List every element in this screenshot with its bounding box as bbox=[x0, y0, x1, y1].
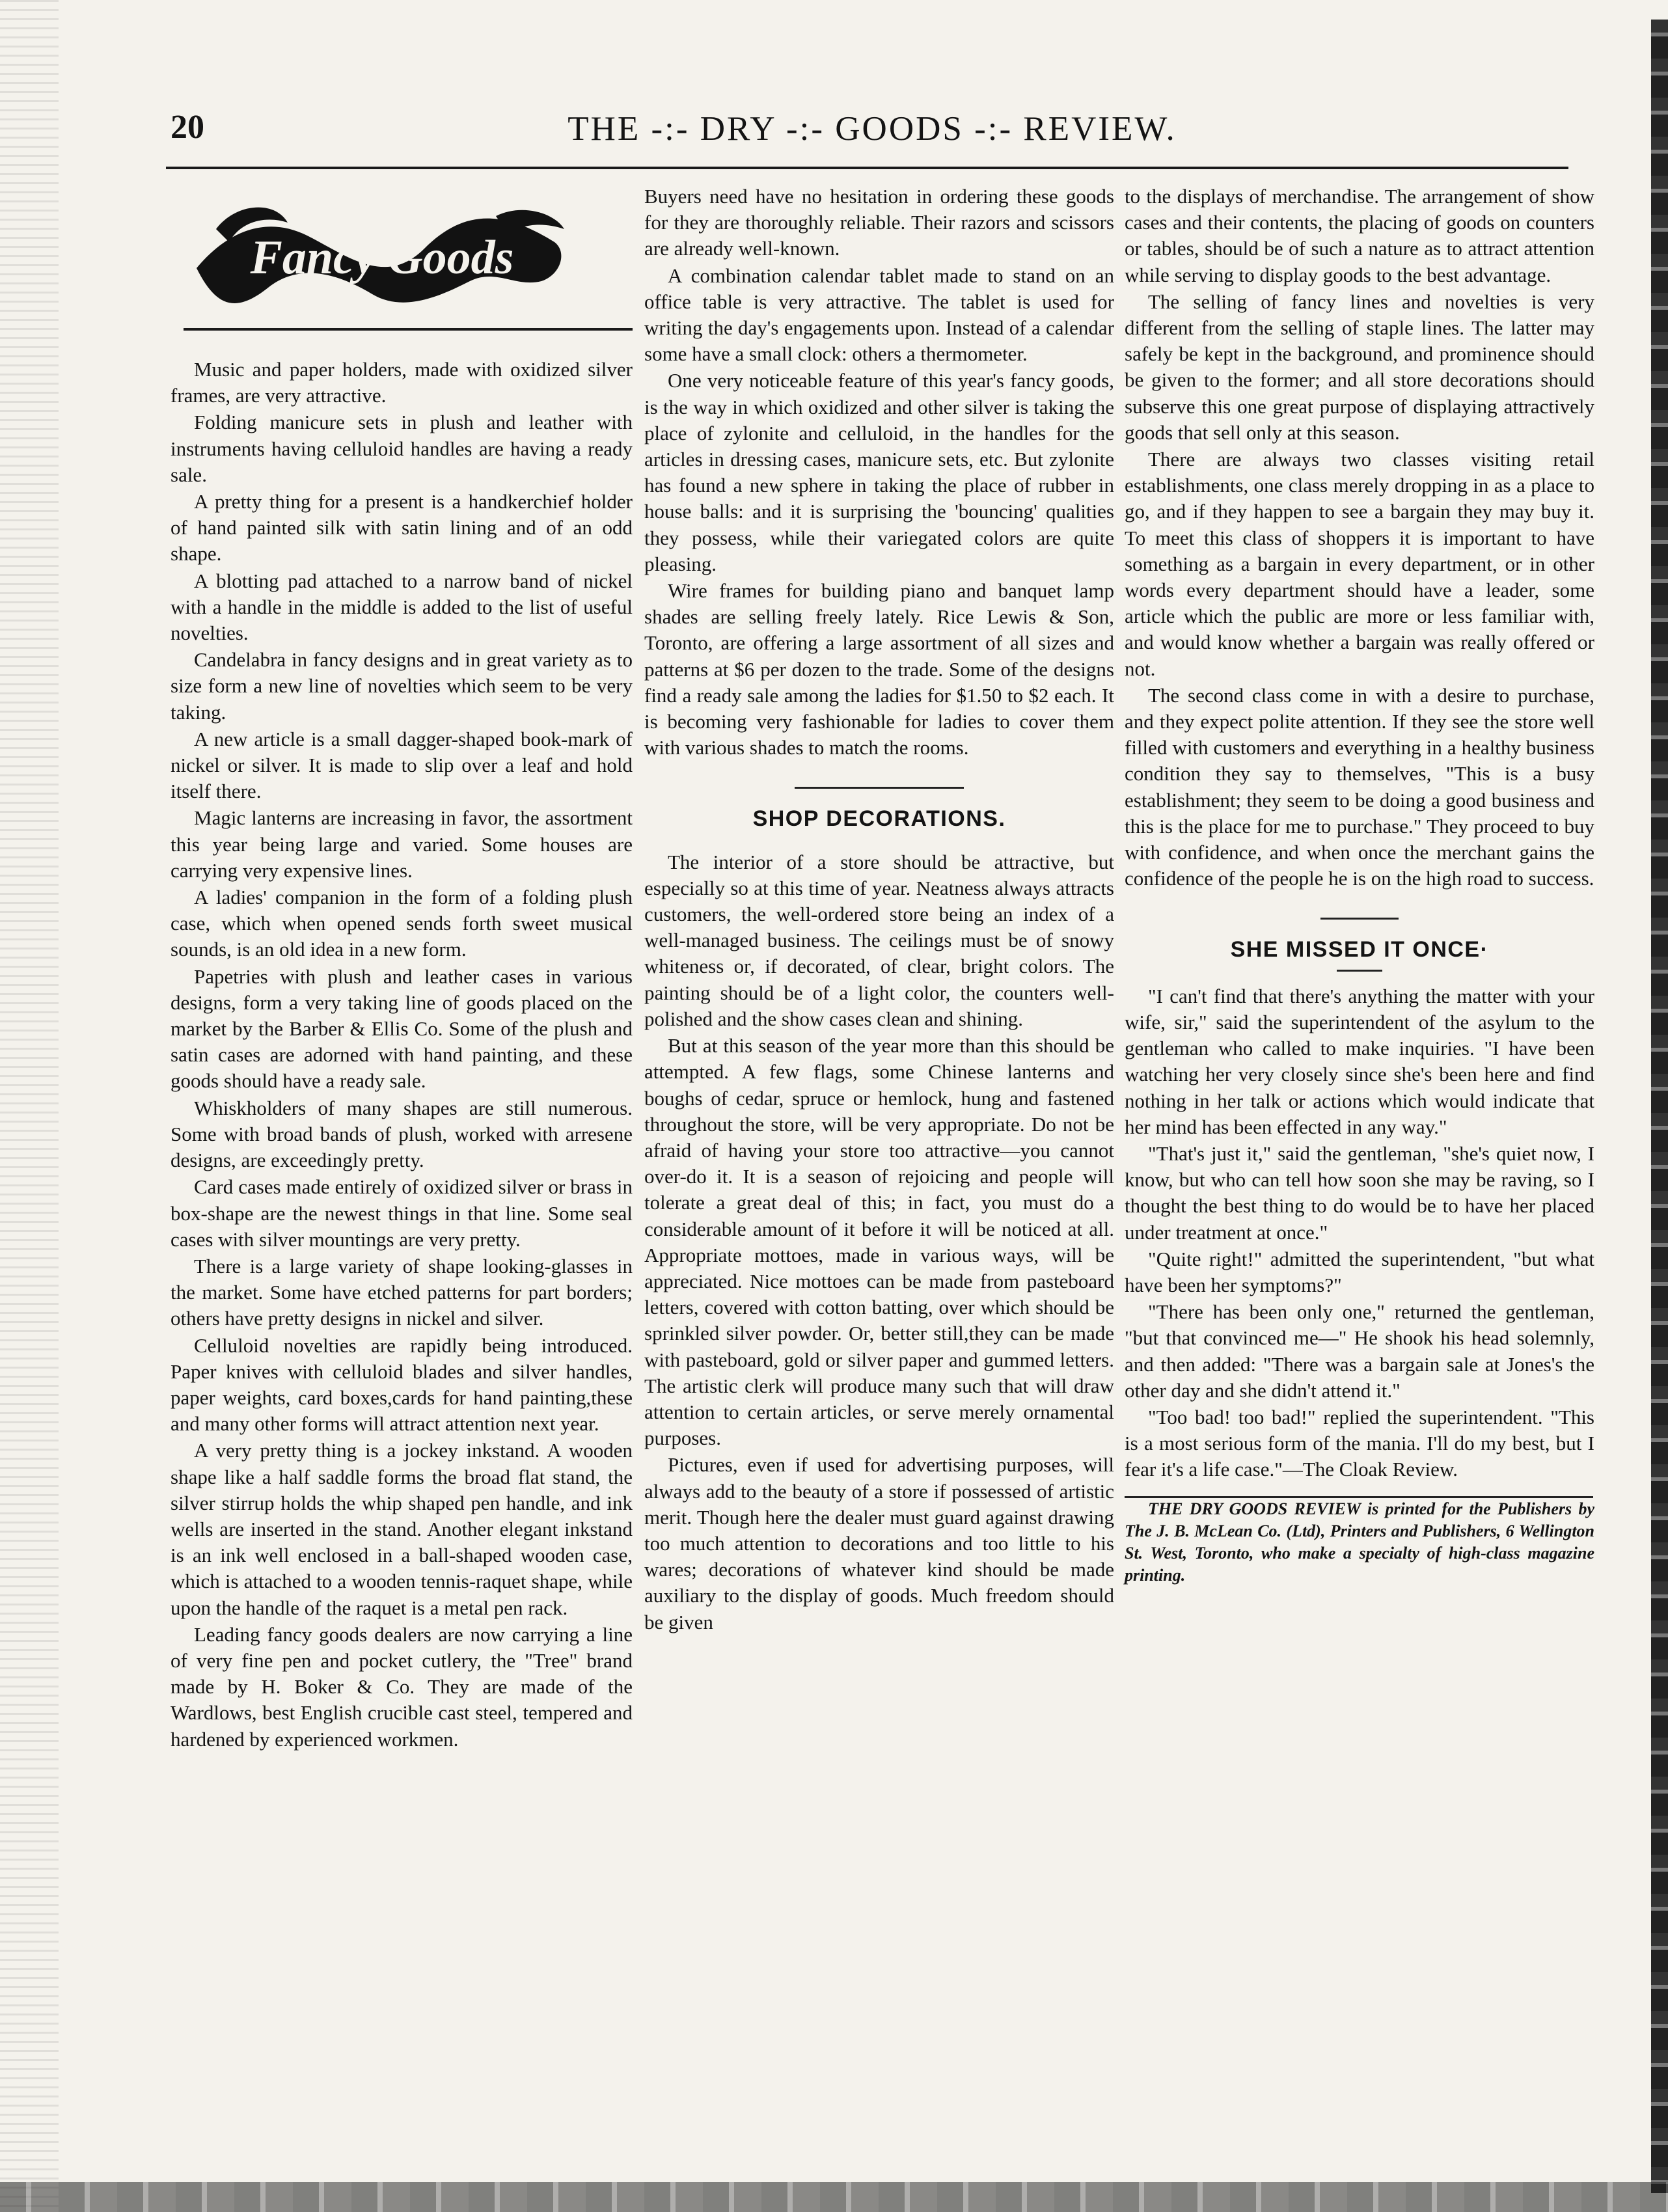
header-rule bbox=[166, 167, 1568, 169]
paragraph: But at this season of the year more than this should be attempted. A few flags, some Chinese lanterns and boughs of cedar, spruce or hemlock, hung and fastened throughout the store, will be very appropriate. Do not be afraid of having your store too attractive—you cannot over-do it. It is a season of rejoicing and people will tolerate a great deal of this; in fact, you must do a considerable amount of it before it will be noticed at all. Appropriate mottoes, made in various ways, will be appreciated. Nice mottoes can be made from pasteboard letters, covered with cotton batting, over which should be sprinkled silver powder. Or, better still,they can be made with pasteboard, gold or silver paper and gummed letters. The artistic clerk will produce many such that will draw attention to certain articles, or serve merely ornamental purposes. bbox=[644, 1034, 1114, 1450]
running-head: THE -:- DRY -:- GOODS -:- REVIEW. bbox=[567, 110, 1177, 148]
scan-right-edge bbox=[1651, 20, 1668, 2193]
paragraph: A blotting pad attached to a narrow band of nickel with a handle in the middle is added to the list of useful novelties. bbox=[171, 569, 633, 645]
column-right bbox=[1125, 184, 1594, 1587]
imprint-notice: THE DRY GOODS REVIEW is printed for the Publishers by The J. B. McLean Co. (Ltd), Printers and Publishers, 6 Wellington St. West, Toronto, who make a specialty of high-class magazine printing. bbox=[1125, 1499, 1594, 1585]
heading-underline bbox=[1337, 970, 1382, 972]
paragraph: There are always two classes visiting retail establishments, one class merely dropping in as a place to go, and if they happen to see a bargain they may buy it. To meet this class of shoppers it is important to have something as a bargain in every department, or in other words every department should have a leader, some article which the public are more or less familiar with, and would know whether a bargain was really offered or not. bbox=[1125, 448, 1594, 680]
paragraph: A ladies' companion in the form of a folding plush case, which when opened sends forth sweet musical sounds, is an old idea in a new form. bbox=[171, 886, 633, 961]
column-middle bbox=[644, 184, 1114, 1636]
paragraph: Celluloid novelties are rapidly being introduced. Paper knives with celluloid blades and silver handles, paper weights, card boxes,cards for hand painting,these and many other forms will attract attention next year. bbox=[171, 1333, 633, 1436]
section-rule bbox=[795, 787, 964, 789]
paragraph: Pictures, even if used for advertising purposes, will always add to the beauty of a store if possessed of artistic merit. Though here the dealer must guard against drawing too much attention to decorations and too little to his wares; decorations of whatever kind should be made auxiliary to the display of goods. Much freedom should be given bbox=[644, 1453, 1114, 1633]
heading-shop-decorations: SHOP DECORATIONS. bbox=[752, 806, 1006, 832]
paragraph: "I can't find that there's anything the matter with your wife, sir," said the superintendent of the asylum to the gentleman who called to make inquiries. "I have been watching her very closely since she's been here and find nothing in her talk or actions which would indicate that her mind has been effected in any way." bbox=[1125, 984, 1594, 1138]
paragraph: "There has been only one," returned the gentleman, "but that convinced me—" He shook his head solemnly, and then added: "There was a bargain sale at Jones's the other day and she didn't attend it." bbox=[1125, 1300, 1594, 1402]
section-rule bbox=[1320, 918, 1399, 920]
paragraph: "That's just it," said the gentleman, "she's quiet now, I know, but who can tell how soon she may be raving, so I thought the best thing to do would be to have her placed under treatment at once." bbox=[1125, 1141, 1594, 1244]
column-fancy-goods bbox=[171, 357, 633, 1753]
paragraph: Music and paper holders, made with oxidized silver frames, are very attractive. bbox=[171, 358, 633, 407]
paragraph: Whiskholders of many shapes are still numerous. Some with broad bands of plush, worked with arresene designs, are exceedingly pretty. bbox=[171, 1096, 633, 1172]
paragraph: Candelabra in fancy designs and in great variety as to size form a new line of novelties which seem to be very taking. bbox=[171, 648, 633, 724]
paragraph: A pretty thing for a present is a handkerchief holder of hand painted silk with satin lining and of an odd shape. bbox=[171, 490, 633, 566]
paragraph: A new article is a small dagger-shaped book-mark of nickel or silver. It is made to slip over a leaf and hold itself there. bbox=[171, 727, 633, 803]
scan-bottom-edge bbox=[0, 2182, 1668, 2212]
paragraph: Magic lanterns are increasing in favor, the assortment this year being large and varied. Some houses are carrying very expensive lines. bbox=[171, 806, 633, 882]
fancy-goods-banner bbox=[190, 190, 574, 320]
paragraph: "Too bad! too bad!" replied the superintendent. "This is a most serious form of the mania. I'll do my best, but I fear it's a life case."—The Cloak Review. bbox=[1125, 1405, 1594, 1481]
paragraph: The second class come in with a desire to purchase, and they expect polite attention. If they see the store well filled with customers and everything in a healthy business condition they say to themselves, "This is a busy establishment; they seem to be doing a good business and this is the place for me to purchase." They proceed to buy with confidence, and when once the merchant gains the confidence of the people he is on the high road to success. bbox=[1125, 683, 1594, 890]
paragraph: The interior of a store should be attractive, but especially so at this time of year. Neatness always attracts customers, the well-ordered store being an index of a well-managed business. The ceilings must be of snowy whiteness or, if decorated, of clear, bright colors. The painting should be of a light color, the counters well-polished and the show cases clean and shining. bbox=[644, 850, 1114, 1030]
paragraph: Papetries with plush and leather cases in various designs, form a very taking line of goods placed on the market by the Barber & Ellis Co. Some of the plush and satin cases are adorned with hand painting, and these goods should have a ready sale. bbox=[171, 964, 633, 1093]
paragraph: Leading fancy goods dealers are now carrying a line of very fine pen and pocket cutlery, the "Tree" brand made by H. Boker & Co. They are made of the Wardlows, best English crucible cast steel, tempered and hardened by experienced workmen. bbox=[171, 1622, 633, 1751]
heading-she-missed-it-once: SHE MISSED IT ONCE· bbox=[1230, 937, 1489, 963]
banner-lettering: Fancy Goods bbox=[250, 231, 514, 284]
paragraph: Card cases made entirely of oxidized silver or brass in box-shape are the newest things in that line. Some seal cases with silver mountings are very pretty. bbox=[171, 1175, 633, 1251]
scan-left-edge bbox=[0, 0, 59, 2212]
paragraph: to the displays of merchandise. The arrangement of show cases and their contents, the placing of goods on counters or tables, should be of such a nature as to attract attention while serving to display goods to the best advantage. bbox=[1125, 185, 1594, 286]
paragraph: A combination calendar tablet made to stand on an office table is very attractive. The tablet is used for writing the day's engagements upon. Instead of a calendar some have a small clock: others a thermometer. bbox=[644, 264, 1114, 366]
paragraph: "Quite right!" admitted the superintendent, "but what have been her symptoms?" bbox=[1125, 1247, 1594, 1296]
paragraph: The selling of fancy lines and novelties is very different from the selling of staple lines. The latter may safely be kept in the background, and prominence should be given to the former; and all store decorations should subserve this one great purpose of displaying attractively goods that sell only at this season. bbox=[1125, 290, 1594, 444]
paragraph: A very pretty thing is a jockey inkstand. A wooden shape like a half saddle forms the broad flat stand, the silver stirrup holds the whip shaped pen handle, and ink wells are inserted in the stand. Another elegant inkstand is an ink well enclosed in a ball-shaped wooden case, which is attached to a wooden tennis-raquet shape, while upon the handle of the raquet is a metal pen rack. bbox=[171, 1439, 633, 1619]
paragraph: There is a large variety of shape looking-glasses in the market. Some have etched patterns for part borders; others have pretty designs in nickel and silver. bbox=[171, 1254, 633, 1330]
page-number: 20 bbox=[171, 109, 204, 146]
banner-rule bbox=[184, 328, 633, 331]
paragraph: Buyers need have no hesitation in ordering these goods for they are thoroughly reliable. Their razors and scissors are already well-known. bbox=[644, 185, 1114, 260]
paragraph: One very noticeable feature of this year's fancy goods, is the way in which oxidized and other silver is taking the place of zylonite and celluloid, in the handles for the articles in dressing cases, manicure sets, etc. But zylonite has found a new sphere in taking the place of rubber in house balls: and it is surprising the 'bouncing' qualities they possess, while their variegated colors are quite pleasing. bbox=[644, 369, 1114, 575]
paragraph: Folding manicure sets in plush and leather with instruments having celluloid handles are having a ready sale. bbox=[171, 411, 633, 486]
paragraph: Wire frames for building piano and banquet lamp shades are selling freely lately. Rice Lewis & Son, Toronto, are offering a large assortment of all sizes and patterns at $6 per dozen to the trade. Some of the designs find a ready sale among the ladies for $1.50 to $2 each. It is becoming very fashionable for ladies to cover them with various shades to match the rooms. bbox=[644, 579, 1114, 759]
